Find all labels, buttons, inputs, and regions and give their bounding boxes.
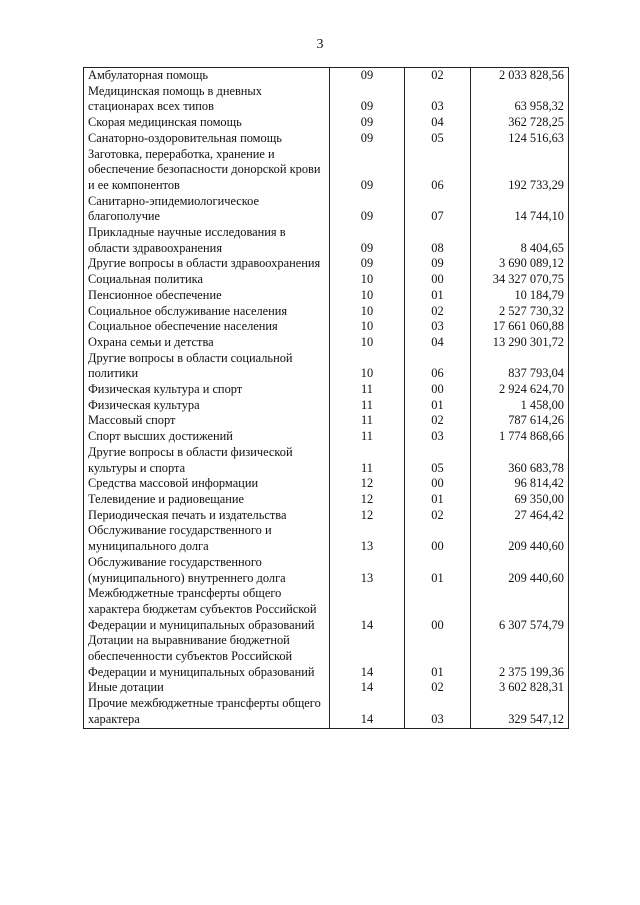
row-name-cell: Физическая культура и спорт xyxy=(84,382,330,398)
row-section-cell: 09 xyxy=(330,68,405,84)
row-name-cell: Пенсионное обеспечение xyxy=(84,288,330,304)
table-row xyxy=(84,319,569,335)
table-row xyxy=(84,413,569,429)
row-subsection-cell: 00 xyxy=(405,382,471,398)
table-row xyxy=(84,288,569,304)
row-subsection-cell: 05 xyxy=(405,131,471,147)
table-row xyxy=(84,586,569,633)
row-amount-cell: 96 814,42 xyxy=(471,476,569,492)
table-row xyxy=(84,272,569,288)
row-section-cell: 09 xyxy=(330,115,405,131)
row-name-cell: Медицинская помощь в дневных стационарах всех типов xyxy=(84,84,330,115)
row-subsection-cell: 03 xyxy=(405,319,471,335)
page-number: 3 xyxy=(316,37,324,52)
table-row xyxy=(84,523,569,554)
row-amount-cell: 209 440,60 xyxy=(471,523,569,554)
row-section-cell: 10 xyxy=(330,304,405,320)
row-section-cell: 12 xyxy=(330,492,405,508)
row-subsection-cell: 09 xyxy=(405,256,471,272)
row-name-cell: Прочие межбюджетные трансферты общего характера xyxy=(84,696,330,728)
row-subsection-cell: 02 xyxy=(405,68,471,84)
row-amount-cell: 13 290 301,72 xyxy=(471,335,569,351)
row-name-cell: Скорая медицинская помощь xyxy=(84,115,330,131)
row-section-cell: 09 xyxy=(330,225,405,256)
table-row xyxy=(84,398,569,414)
row-subsection-cell: 03 xyxy=(405,84,471,115)
row-section-cell: 09 xyxy=(330,84,405,115)
row-name-cell: Другие вопросы в области физической культуры и спорта xyxy=(84,445,330,476)
row-name-cell: Спорт высших достижений xyxy=(84,429,330,445)
table-row xyxy=(84,555,569,586)
row-amount-cell: 69 350,00 xyxy=(471,492,569,508)
row-subsection-cell: 00 xyxy=(405,586,471,633)
row-amount-cell: 2 924 624,70 xyxy=(471,382,569,398)
row-name-cell: Социальное обслуживание населения xyxy=(84,304,330,320)
row-amount-cell: 192 733,29 xyxy=(471,147,569,194)
row-section-cell: 13 xyxy=(330,523,405,554)
row-subsection-cell: 02 xyxy=(405,304,471,320)
row-subsection-cell: 01 xyxy=(405,633,471,680)
row-amount-cell: 14 744,10 xyxy=(471,194,569,225)
row-subsection-cell: 01 xyxy=(405,555,471,586)
row-section-cell: 09 xyxy=(330,131,405,147)
row-name-cell: Периодическая печать и издательства xyxy=(84,508,330,524)
row-amount-cell: 17 661 060,88 xyxy=(471,319,569,335)
row-section-cell: 09 xyxy=(330,256,405,272)
row-amount-cell: 2 033 828,56 xyxy=(471,68,569,84)
row-subsection-cell: 00 xyxy=(405,523,471,554)
row-name-cell: Санитарно-эпидемиологическое благополучие xyxy=(84,194,330,225)
row-amount-cell: 124 516,63 xyxy=(471,131,569,147)
row-name-cell: Межбюджетные трансферты общего характера бюджетам субъектов Российской Федерации и муниципальных образований xyxy=(84,586,330,633)
row-name-cell: Иные дотации xyxy=(84,680,330,696)
table-row xyxy=(84,429,569,445)
row-section-cell: 11 xyxy=(330,382,405,398)
row-amount-cell: 63 958,32 xyxy=(471,84,569,115)
row-amount-cell: 34 327 070,75 xyxy=(471,272,569,288)
row-amount-cell: 360 683,78 xyxy=(471,445,569,476)
table-row xyxy=(84,115,569,131)
row-section-cell: 12 xyxy=(330,508,405,524)
table-row xyxy=(84,131,569,147)
row-amount-cell: 6 307 574,79 xyxy=(471,586,569,633)
table-row xyxy=(84,508,569,524)
row-section-cell: 11 xyxy=(330,445,405,476)
row-amount-cell: 1 774 868,66 xyxy=(471,429,569,445)
row-section-cell: 10 xyxy=(330,272,405,288)
row-section-cell: 10 xyxy=(330,319,405,335)
row-section-cell: 14 xyxy=(330,633,405,680)
row-name-cell: Социальная политика xyxy=(84,272,330,288)
row-name-cell: Социальное обеспечение населения xyxy=(84,319,330,335)
row-amount-cell: 362 728,25 xyxy=(471,115,569,131)
row-subsection-cell: 02 xyxy=(405,680,471,696)
row-subsection-cell: 07 xyxy=(405,194,471,225)
row-subsection-cell: 05 xyxy=(405,445,471,476)
table-body xyxy=(84,68,569,729)
row-name-cell: Другие вопросы в области социальной политики xyxy=(84,351,330,382)
table-row xyxy=(84,476,569,492)
row-name-cell: Заготовка, переработка, хранение и обеспечение безопасности донорской крови и ее компонентов xyxy=(84,147,330,194)
row-subsection-cell: 06 xyxy=(405,351,471,382)
row-subsection-cell: 00 xyxy=(405,476,471,492)
table-row xyxy=(84,382,569,398)
row-section-cell: 13 xyxy=(330,555,405,586)
table-row xyxy=(84,147,569,194)
row-amount-cell: 837 793,04 xyxy=(471,351,569,382)
budget-table xyxy=(83,67,569,729)
row-section-cell: 14 xyxy=(330,586,405,633)
row-subsection-cell: 06 xyxy=(405,147,471,194)
row-amount-cell: 209 440,60 xyxy=(471,555,569,586)
row-amount-cell: 787 614,26 xyxy=(471,413,569,429)
row-name-cell: Охрана семьи и детства xyxy=(84,335,330,351)
row-subsection-cell: 03 xyxy=(405,696,471,728)
row-name-cell: Массовый спорт xyxy=(84,413,330,429)
row-name-cell: Средства массовой информации xyxy=(84,476,330,492)
row-amount-cell: 329 547,12 xyxy=(471,696,569,728)
row-amount-cell: 8 404,65 xyxy=(471,225,569,256)
row-subsection-cell: 04 xyxy=(405,335,471,351)
row-name-cell: Физическая культура xyxy=(84,398,330,414)
table-row xyxy=(84,445,569,476)
row-section-cell: 14 xyxy=(330,696,405,728)
row-section-cell: 10 xyxy=(330,351,405,382)
row-amount-cell: 10 184,79 xyxy=(471,288,569,304)
row-section-cell: 09 xyxy=(330,147,405,194)
row-name-cell: Обслуживание государственного (муниципального) внутреннего долга xyxy=(84,555,330,586)
row-subsection-cell: 08 xyxy=(405,225,471,256)
row-section-cell: 10 xyxy=(330,335,405,351)
table-row xyxy=(84,696,569,728)
table-row xyxy=(84,492,569,508)
row-subsection-cell: 01 xyxy=(405,492,471,508)
row-subsection-cell: 00 xyxy=(405,272,471,288)
row-amount-cell: 3 602 828,31 xyxy=(471,680,569,696)
row-section-cell: 11 xyxy=(330,413,405,429)
row-subsection-cell: 01 xyxy=(405,288,471,304)
row-name-cell: Обслуживание государственного и муниципального долга xyxy=(84,523,330,554)
table-row xyxy=(84,256,569,272)
row-section-cell: 12 xyxy=(330,476,405,492)
row-section-cell: 09 xyxy=(330,194,405,225)
row-name-cell: Амбулаторная помощь xyxy=(84,68,330,84)
row-subsection-cell: 03 xyxy=(405,429,471,445)
row-section-cell: 11 xyxy=(330,429,405,445)
table-row xyxy=(84,304,569,320)
table-row xyxy=(84,68,569,84)
row-amount-cell: 1 458,00 xyxy=(471,398,569,414)
row-name-cell: Телевидение и радиовещание xyxy=(84,492,330,508)
row-name-cell: Прикладные научные исследования в области здравоохранения xyxy=(84,225,330,256)
row-name-cell: Другие вопросы в области здравоохранения xyxy=(84,256,330,272)
row-amount-cell: 3 690 089,12 xyxy=(471,256,569,272)
table-row xyxy=(84,84,569,115)
row-subsection-cell: 02 xyxy=(405,508,471,524)
row-name-cell: Санаторно-оздоровительная помощь xyxy=(84,131,330,147)
row-name-cell: Дотации на выравнивание бюджетной обеспеченности субъектов Российской Федерации и муниципальных образований xyxy=(84,633,330,680)
row-section-cell: 14 xyxy=(330,680,405,696)
row-section-cell: 10 xyxy=(330,288,405,304)
table-row xyxy=(84,225,569,256)
row-subsection-cell: 02 xyxy=(405,413,471,429)
row-amount-cell: 2 375 199,36 xyxy=(471,633,569,680)
row-amount-cell: 2 527 730,32 xyxy=(471,304,569,320)
table-row xyxy=(84,335,569,351)
row-amount-cell: 27 464,42 xyxy=(471,508,569,524)
row-section-cell: 11 xyxy=(330,398,405,414)
row-subsection-cell: 01 xyxy=(405,398,471,414)
table-row xyxy=(84,351,569,382)
table-row xyxy=(84,633,569,680)
row-subsection-cell: 04 xyxy=(405,115,471,131)
table-row xyxy=(84,680,569,696)
table-row xyxy=(84,194,569,225)
